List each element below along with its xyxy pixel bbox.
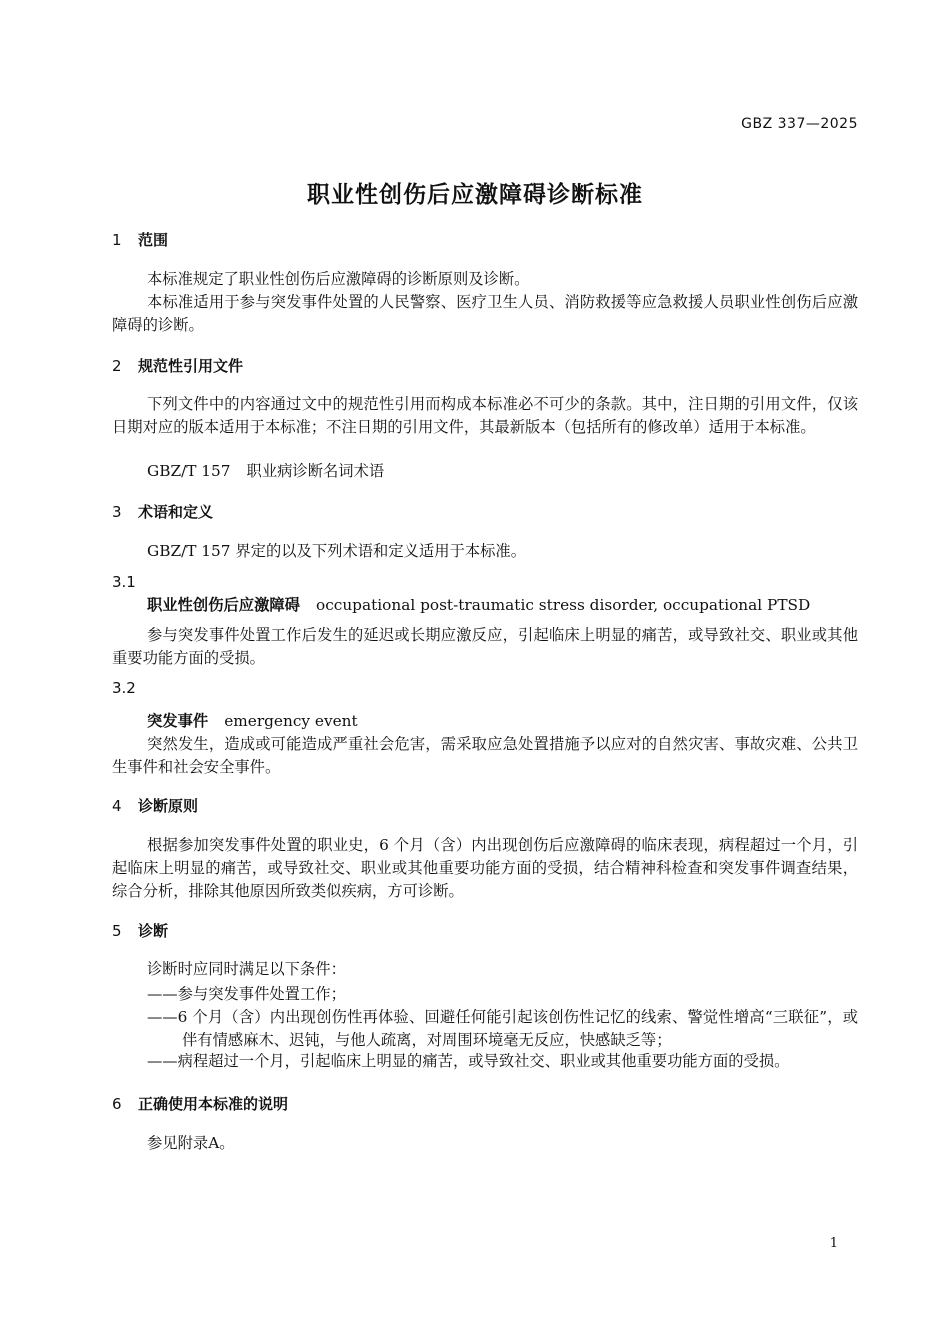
section-4-paragraph-1: 根据参加突发事件处置的职业史，6 个月（含）内出现创伤后应激障碍的临床表现，病程超过一个月，引起临床上明显的痛苦，或导致社交、职业或其他重要功能方面的受损，结合精神科检查和突发事件调查结果，综合分析，排除其他原因所致类似疾病，方可诊断。 <box>112 836 858 900</box>
section-3-heading <box>112 501 213 522</box>
section-title: 诊断 <box>138 922 169 940</box>
section-5-heading <box>112 920 168 941</box>
reference-code: GBZ/T 157 <box>147 462 231 480</box>
section-1-heading <box>112 229 168 250</box>
term-3-1-definition: 参与突发事件处置工作后发生的延迟或长期应激反应，引起临床上明显的痛苦，或导致社交、职业或其他重要功能方面的受损。 <box>112 626 858 667</box>
section-6-paragraph-1: 参见附录A。 <box>147 1134 235 1152</box>
section-number: 2 <box>112 357 122 375</box>
document-code: GBZ 337—2025 <box>741 116 858 132</box>
list-item: ——病程超过一个月，引起临床上明显的痛苦，或导致社交、职业或其他重要功能方面的受损。 <box>147 1052 790 1070</box>
section-number: 3 <box>112 503 122 521</box>
term-3-2 <box>147 710 858 733</box>
term-en: emergency event <box>224 712 358 730</box>
section-number: 1 <box>112 231 122 249</box>
section-2-heading <box>112 355 243 376</box>
list-item: ——参与突发事件处置工作； <box>147 985 346 1003</box>
section-1-paragraph-1: 本标准规定了职业性创伤后应激障碍的诊断原则及诊断。 <box>147 270 530 288</box>
term-zh: 职业性创伤后应激障碍 <box>147 596 300 614</box>
term-3-1 <box>147 594 858 617</box>
section-5-intro: 诊断时应同时满足以下条件： <box>147 960 346 978</box>
section-title: 术语和定义 <box>138 503 214 521</box>
page-title: 职业性创伤后应激障碍诊断标准 <box>307 182 643 208</box>
section-2-paragraph-1: 下列文件中的内容通过文中的规范性引用而构成本标准必不可少的条款。其中，注日期的引用文件，仅该日期对应的版本适用于本标准；不注日期的引用文件，其最新版本（包括所有的修改单）适用于本标准。 <box>112 395 858 436</box>
reference-title: 职业病诊断名词术语 <box>246 462 385 480</box>
section-1-paragraph-2: 本标准适用于参与突发事件处置的人民警察、医疗卫生人员、消防救援等应急救援人员职业性创伤后应激障碍的诊断。 <box>112 293 858 334</box>
section-4-heading <box>112 795 198 816</box>
section-number: 5 <box>112 922 122 940</box>
page-number: 1 <box>829 1236 838 1251</box>
section-6-heading <box>112 1093 288 1114</box>
section-title: 规范性引用文件 <box>138 357 244 375</box>
section-number: 6 <box>112 1095 122 1113</box>
term-zh: 突发事件 <box>147 712 209 730</box>
section-title: 诊断原则 <box>138 797 199 815</box>
section-title: 范围 <box>138 231 169 249</box>
normative-reference <box>147 460 858 483</box>
term-3-1-number: 3.1 <box>112 573 136 591</box>
term-3-2-number: 3.2 <box>112 679 136 697</box>
term-3-2-definition: 突然发生，造成或可能造成严重社会危害，需采取应急处置措施予以应对的自然灾害、事故灾难、公共卫生事件和社会安全事件。 <box>112 735 858 776</box>
section-title: 正确使用本标准的说明 <box>138 1095 289 1113</box>
list-item: ——6 个月（含）内出现创伤性再体验、回避任何能引起该创伤性记忆的线索、警觉性增高“三联征”，或伴有情感麻木、迟钝，与他人疏离，对周围环境毫无反应，快感缺乏等； <box>147 1008 858 1049</box>
section-3-paragraph-1: GBZ/T 157 界定的以及下列术语和定义适用于本标准。 <box>147 542 527 560</box>
section-number: 4 <box>112 797 122 815</box>
term-en: occupational post-traumatic stress disorder, occupational PTSD <box>315 596 811 614</box>
